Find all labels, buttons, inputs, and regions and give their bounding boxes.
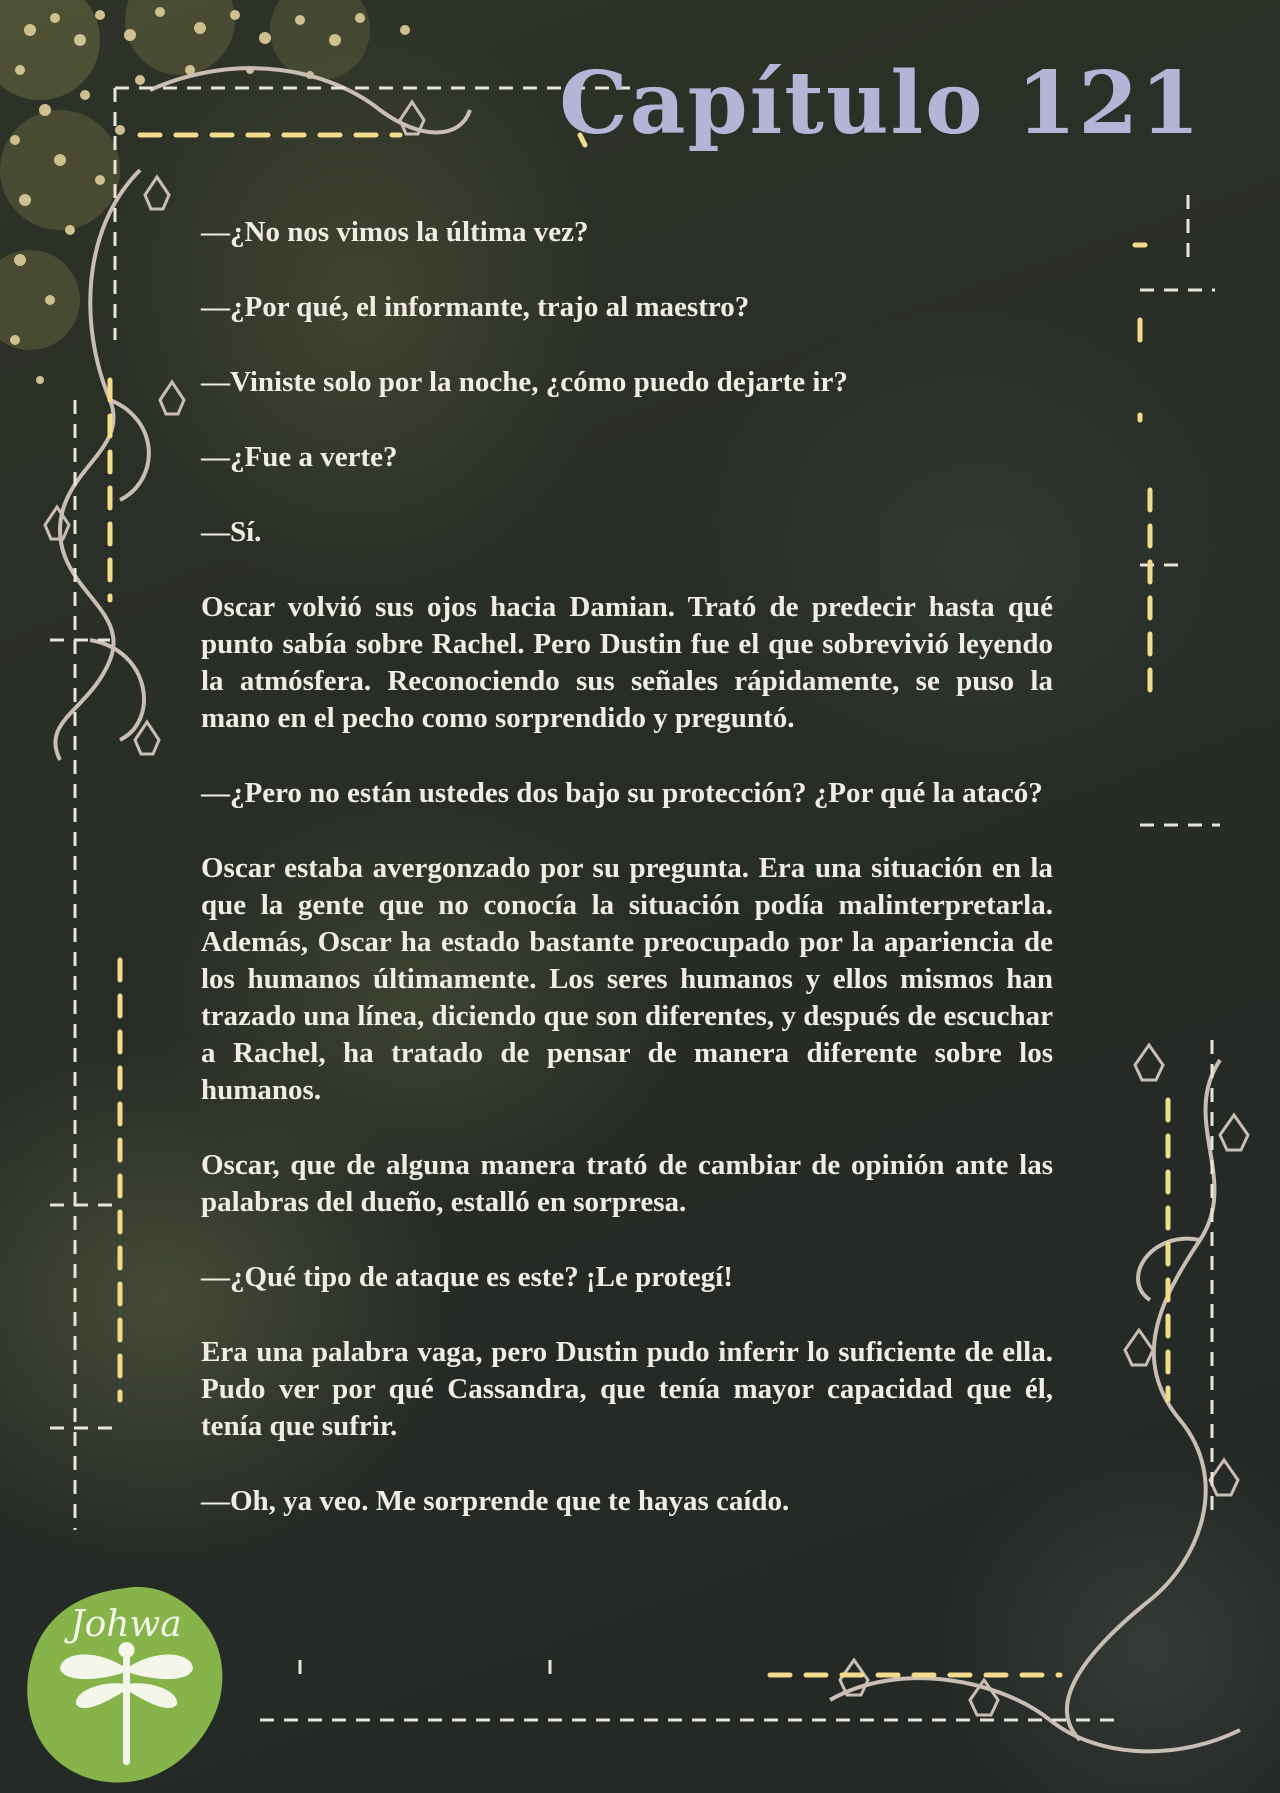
paragraph: —¿No nos vimos la última vez? (201, 216, 589, 248)
paragraph: Oscar estaba avergonzado por su pregunta. Era una situación en la que la gente que no conocía la situación podía malinterpretarla. Además, Oscar ha estado bastante preocupado por la apariencia de los humanos últimamente. Los seres humanos y ellos mismos han trazado una línea, diciendo que son diferentes, y después de escuchar a Rachel, ha tratado de pensar de manera diferente sobre los humanos. (201, 852, 1053, 1106)
chapter-title: Capítulo 121 (559, 53, 1202, 154)
logo-text: Johwa (70, 1604, 182, 1645)
paragraph: Era una palabra vaga, pero Dustin pudo inferir lo suficiente de ella. Pudo ver por qué Cassandra, que tenía mayor capacidad que él, tenía que sufrir. (201, 1336, 1053, 1442)
paragraph: —¿Por qué, el informante, trajo al maestro? (201, 291, 750, 323)
paragraph: —Sí. (201, 516, 262, 548)
logo (30, 1592, 222, 1784)
paragraph: —¿Pero no están ustedes dos bajo su protección? ¿Por qué la atacó? (201, 777, 1043, 809)
paragraph: Oscar volvió sus ojos hacia Damian. Trató de predecir hasta qué punto sabía sobre Rachel. Pero Dustin fue el que sobrevivió leyendo la atmósfera. Reconociendo sus señales rápidamente, se puso la mano en el pecho como sorprendido y preguntó. (201, 591, 1053, 734)
paragraph: Oscar, que de alguna manera trató de cambiar de opinión ante las palabras del dueño, estalló en sorpresa. (201, 1149, 1053, 1218)
chapter-text (201, 214, 1053, 1558)
paragraph: —Viniste solo por la noche, ¿cómo puedo dejarte ir? (201, 366, 848, 398)
paragraph: —¿Qué tipo de ataque es este? ¡Le protegí! (201, 1261, 733, 1293)
paragraph: —¿Fue a verte? (201, 441, 398, 473)
paragraph: —Oh, ya veo. Me sorprende que te hayas caído. (201, 1485, 790, 1517)
